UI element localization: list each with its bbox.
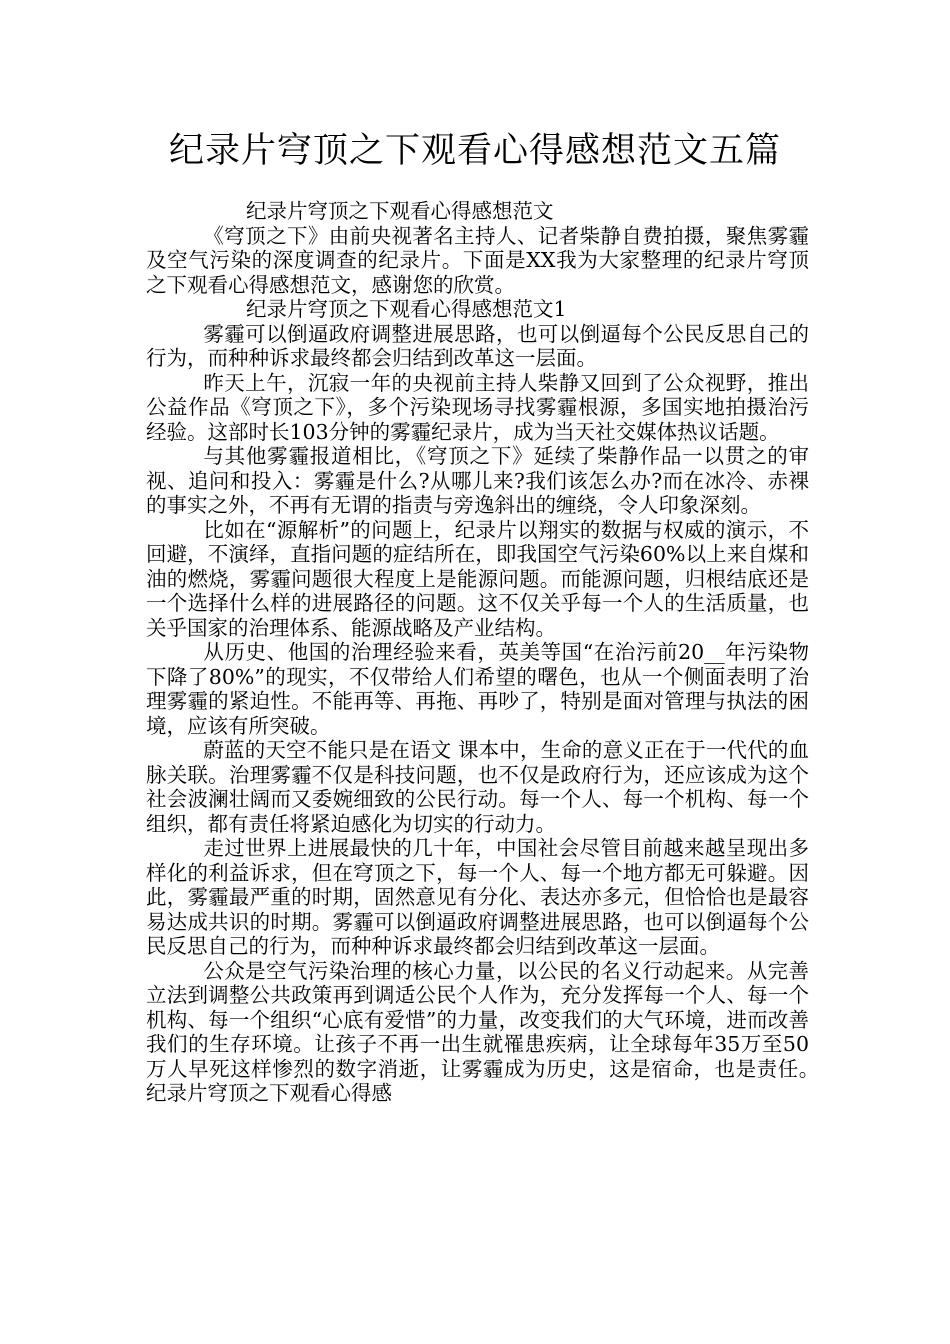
document-title: 纪录片穹顶之下观看心得感想范文五篇: [168, 131, 781, 171]
document-body: [146, 199, 850, 1106]
intro-paragraph: 《穹顶之下》由前央视著名主持人、记者柴静自费拍摄，聚焦雾霾及空气污染的深度调查的纪录片。下面是XX我为大家整理的纪录片穹顶之下观看心得感想范文，感谢您的欣赏。: [146, 223, 809, 297]
body-paragraph: 雾霾可以倒逼政府调整进展思路，也可以倒逼每个公民反思自己的行为，而种种诉求最终都会归结到改革这一层面。: [146, 321, 809, 370]
body-paragraph: 蔚蓝的天空不能只是在语文 课本中，生命的意义正在于一代代的血脉关联。治理雾霾不仅是科技问题，也不仅是政府行为，还应该成为这个社会波澜壮阔而又委婉细致的公民行动。每一个人、每一个机构、每一个组织，都有责任将紧迫感化为切实的行动力。: [146, 738, 809, 836]
body-paragraph: 走过世界上进展最快的几十年，中国社会尽管目前越来越呈现出多样化的利益诉求，但在穹顶之下，每一个人、每一个地方都无可躲避。因此，雾霾最严重的时期，固然意见有分化、表达亦多元，但恰恰也是最容易达成共识的时期。雾霾可以倒逼政府调整进展思路，也可以倒逼每个公民反思自己的行为，而种种诉求最终都会归结到改革这一层面。: [146, 836, 809, 958]
section-heading: 纪录片穹顶之下观看心得感想范文1: [246, 297, 567, 321]
document-subtitle: 纪录片穹顶之下观看心得感想范文: [246, 199, 554, 223]
body-paragraph: 从历史、他国的治理经验来看，英美等国“在治污前20__年污染物下降了80%”的现实，不仅带给人们希望的曙色，也从一个侧面表明了治理雾霾的紧迫性。不能再等、再拖、再吵了，特别是面对管理与执法的困境，应该有所突破。: [146, 640, 809, 738]
body-paragraph: 比如在“源解析”的问题上，纪录片以翔实的数据与权威的演示，不回避，不演绎，直指问题的症结所在，即我国空气污染60%以上来自煤和油的燃烧，雾霾问题很大程度上是能源问题。而能源问题，归根结底还是一个选择什么样的进展路径的问题。这不仅关乎每一个人的生活质量，也关乎国家的治理体系、能源战略及产业结构。: [146, 517, 809, 640]
body-paragraph: 昨天上午，沉寂一年的央视前主持人柴静又回到了公众视野，推出公益作品《穹顶之下》，多个污染现场寻找雾霾根源，多国实地拍摄治污经验。这部时长103分钟的雾霾纪录片，成为当天社交媒体热议话题。: [146, 370, 809, 444]
body-paragraph: 与其他雾霾报道相比，《穹顶之下》延续了柴静作品一以贯之的审视、追问和投入：雾霾是什么?从哪儿来?我们该怎么办?而在冰冷、赤裸的事实之外，不再有无谓的指责与旁逸斜出的缠绕，令人印象深刻。: [146, 444, 809, 517]
body-paragraph: 公众是空气污染治理的核心力量，以公民的名义行动起来。从完善立法到调整公共政策再到调适公民个人作为，充分发挥每一个人、每一个机构、每一个组织“心底有爱惜”的力量，改变我们的大气环境，进而改善我们的生存环境。让孩子不再一出生就罹患疾病，让全球每年35万至50万人早死这样惨烈的数字消逝，让雾霾成为历史，这是宿命，也是责任。 纪录片穹顶之下观看心得感: [146, 958, 850, 1105]
